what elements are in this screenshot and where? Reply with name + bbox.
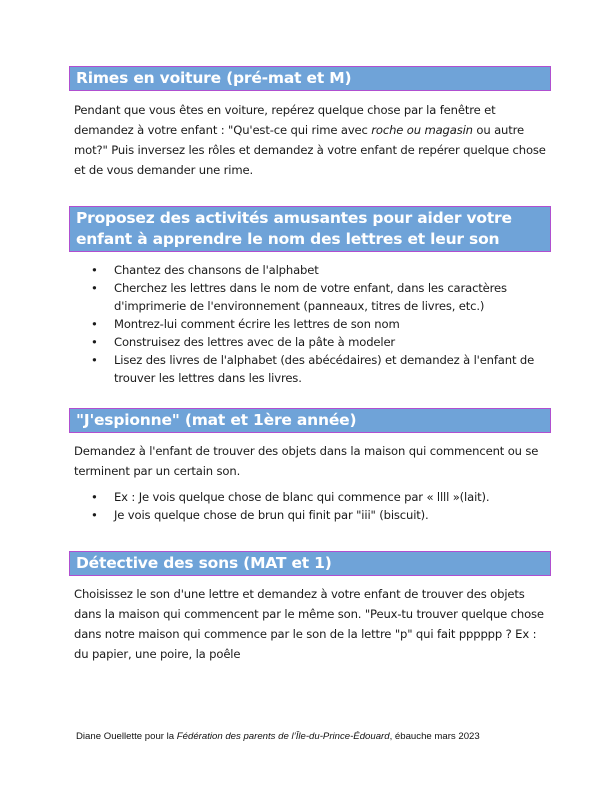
section-header-detective: Détective des sons (MAT et 1): [69, 551, 551, 576]
list-item: • Chantez des chansons de l'alphabet: [74, 261, 552, 279]
list-item: • Lisez des livres de l'alphabet (des abécédaires) et demandez à l'enfant de trouver les lettres dans les livres.: [74, 351, 552, 387]
list-item: • Construisez des lettres avec de la pâte à modeler: [74, 333, 552, 351]
italic-text: roche ou magasin: [371, 123, 473, 137]
text: Diane Ouellette pour la: [76, 731, 177, 742]
italic-text: Fédération des parents de l’Île-du-Prince-Édouard: [176, 731, 390, 742]
section-header-jespionne: "J'espionne" (mat et 1ère année): [69, 408, 551, 433]
list-item: • Ex : Je vois quelque chose de blanc qui commence par « llll »(lait).: [74, 488, 552, 506]
text: Pendant que vous êtes en voiture, repérez quelque chose par la fenêtre et demandez à votre enfant : "Qu'est-ce qui rime avec: [74, 103, 496, 137]
section-paragraph-detective: Choisissez le son d'une lettre et demandez à votre enfant de trouver des objets dans la maison qui commencent par le même son. "Peux-tu trouver quelque chose dans notre maison qui commence par le son de la lettre "p" qui fait pppppp ? Ex : du papier, une poire, la poêle: [74, 587, 544, 661]
section-paragraph-jespionne: Demandez à l'enfant de trouver des objets dans la maison qui commencent ou se terminent par un certain son.: [74, 444, 539, 478]
section-header-activites: Proposez des activités amusantes pour aider votre enfant à apprendre le nom des lettres et leur son: [69, 206, 551, 252]
bullet-list-jespionne: [74, 488, 552, 524]
section-header-rimes: Rimes en voiture (pré-mat et M): [69, 66, 551, 91]
text: , ébauche mars 2023: [389, 731, 480, 742]
text: ou autre mot?" Puis inversez les rôles et demandez à votre enfant de repérer quelque chose et de vous demander une rime.: [74, 123, 546, 177]
list-item: • Je vois quelque chose de brun qui finit par "iii" (biscuit).: [74, 506, 552, 524]
bullet-list-activites: [74, 261, 552, 387]
list-item: • Cherchez les lettres dans le nom de votre enfant, dans les caractères d'imprimerie de l'environnement (panneaux, titres de livres, etc.): [74, 279, 552, 315]
page-footer: [76, 731, 480, 742]
section-paragraph-rimes: [74, 100, 554, 180]
list-item: • Montrez-lui comment écrire les lettres de son nom: [74, 315, 552, 333]
